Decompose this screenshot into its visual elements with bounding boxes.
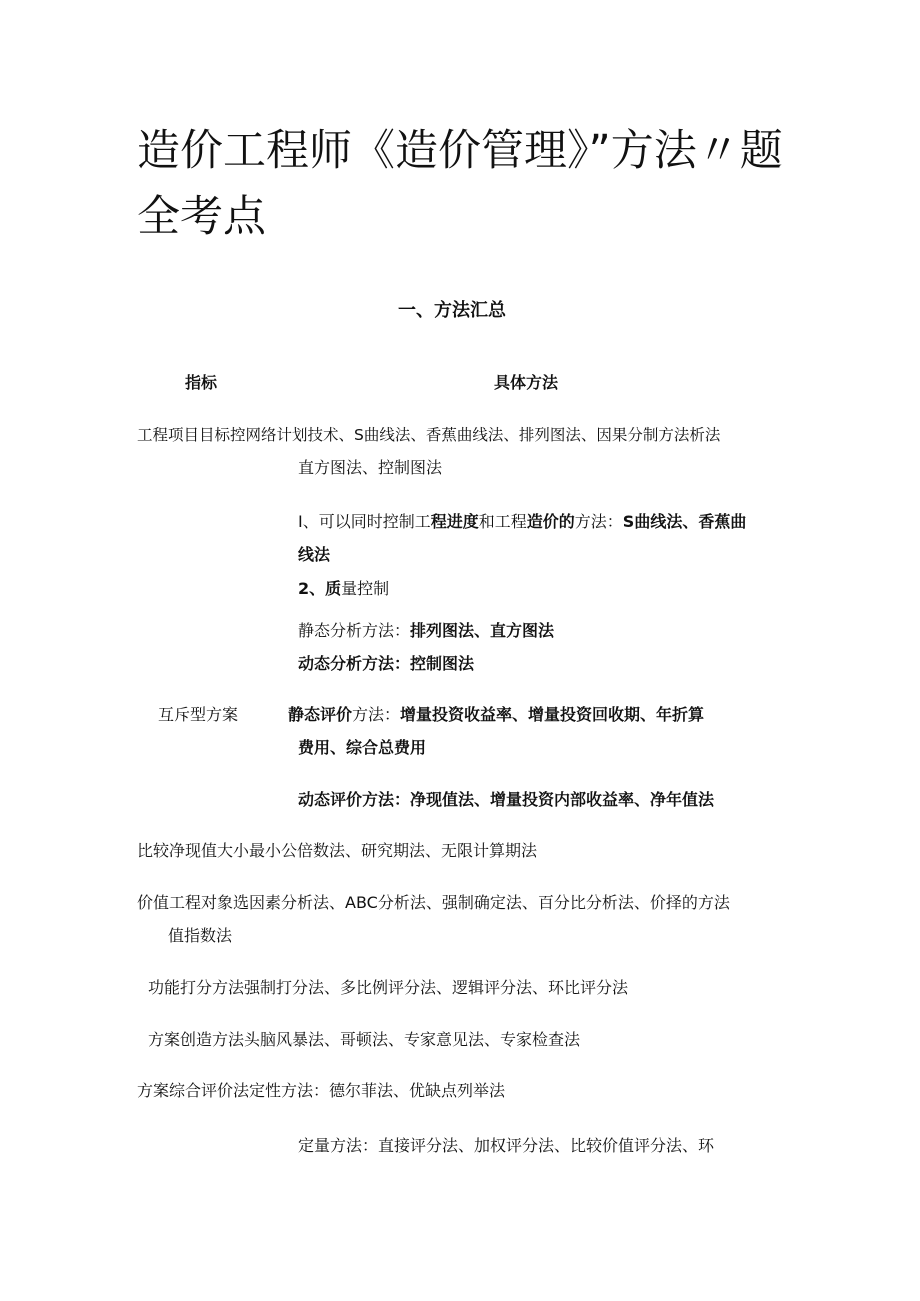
row-value-engineering-line1: 价值工程对象选因素分析法、ABC分析法、强制确定法、百分比分析法、价择的方法 [137, 893, 730, 912]
row-scheme-evaluation-quantitative: 定量方法：直接评分法、加权评分法、比较价值评分法、环 [298, 1136, 715, 1155]
row-dynamic-analysis: 动态分析方法：控制图法 [298, 654, 475, 673]
static-eval-bold: 静态评价 [288, 705, 353, 724]
row-scheme-evaluation: 方案综合评价法定性方法：德尔菲法、优缺点列举法 [137, 1081, 506, 1100]
item1-text-c: 方法： [574, 512, 623, 531]
dynamic-eval-label: 动态评价方法： [298, 790, 411, 809]
static-eval-methods: 增量投资收益率、增量投资回收期、年折算 [400, 705, 705, 724]
static-eval-text: 方法： [352, 705, 401, 724]
item2-bold: 2、质 [298, 579, 342, 598]
row-function-scoring: 功能打分方法强制打分法、多比例评分法、逻辑评分法、环比评分法 [148, 978, 629, 997]
row-mutually-exclusive-static [288, 704, 704, 726]
row-mutually-exclusive-static-cont: 费用、综合总费用 [298, 738, 427, 757]
dynamic-eval-methods: 净现值法、增量投资内部收益率、净年值法 [410, 790, 715, 809]
row-project-control-item1 [298, 511, 746, 533]
row-npv-compare: 比较净现值大小最小公倍数法、研究期法、无限计算期法 [137, 841, 538, 860]
table-header-indicator: 指标 [185, 373, 218, 392]
table-header-method: 具体方法 [494, 373, 559, 392]
item1-bold-a: 程进度 [430, 512, 479, 531]
row-project-control-line2: 直方图法、控制图法 [298, 458, 443, 477]
item2-text: 量控制 [341, 579, 390, 598]
static-analysis-methods: 排列图法、直方图法 [410, 621, 555, 640]
item1-text-b: 和工程 [478, 512, 527, 531]
row-value-engineering-line2: 值指数法 [168, 926, 233, 945]
row-project-control-item1-cont: 线法 [298, 545, 331, 564]
row-static-analysis [298, 620, 554, 642]
item1-bold-b: 造价的 [526, 512, 575, 531]
row-project-control-line1: 工程项目目标控网络计划技术、S曲线法、香蕉曲线法、排列图法、因果分制方法析法 [137, 426, 721, 444]
static-analysis-label: 静态分析方法： [298, 621, 411, 640]
row-mutually-exclusive-label: 互斥型方案 [158, 705, 239, 724]
section-heading: 一、方法汇总 [398, 300, 506, 321]
item1-bold-c: S曲线法、香蕉曲 [622, 512, 747, 531]
document-title: 造价工程师《造价管理》”方法〃题全考点 [137, 126, 783, 242]
row-project-control-item2 [298, 578, 389, 600]
row-mutually-exclusive-dynamic [298, 789, 714, 811]
row-scheme-creation: 方案创造方法头脑风暴法、哥顿法、专家意见法、专家检查法 [148, 1030, 581, 1049]
item1-text-a: I、可以同时控制工 [298, 512, 431, 531]
